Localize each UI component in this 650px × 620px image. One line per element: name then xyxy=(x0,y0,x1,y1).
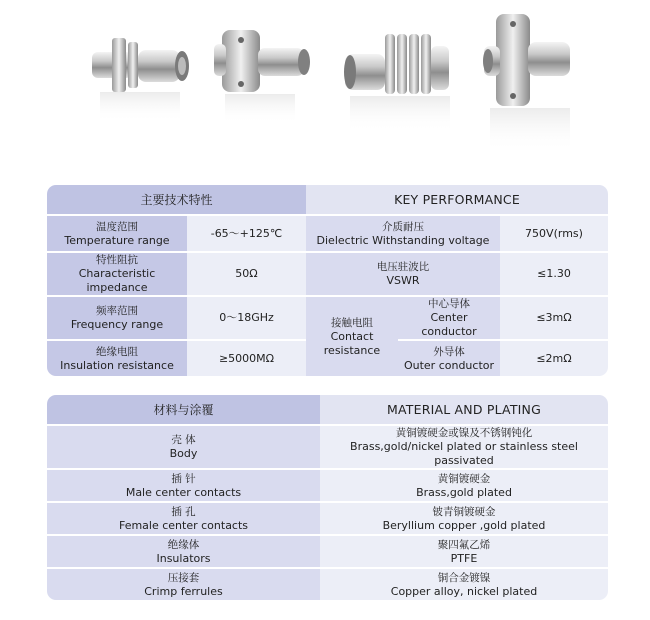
part-material: 铍青铜镀硬金 Beryllium copper ,gold plated xyxy=(320,503,608,534)
table-row xyxy=(47,297,608,339)
spec-value: 0～18GHz xyxy=(187,297,306,339)
part-name: 壳 体 Body xyxy=(47,426,320,468)
connector-photo-1 xyxy=(92,38,189,122)
spec-sublabel: 中心导体 Center conductor xyxy=(398,297,500,339)
spec-label: 电压驻波比 VSWR xyxy=(306,253,500,295)
table-row xyxy=(47,253,608,295)
table-row xyxy=(47,536,608,567)
part-material: 聚四氟乙烯 PTFE xyxy=(320,536,608,567)
spec-label: 特性阻抗 Characteristic impedance xyxy=(47,253,187,295)
part-name: 压接套 Crimp ferrules xyxy=(47,569,320,600)
part-name: 绝缘体 Insulators xyxy=(47,536,320,567)
part-name: 插 孔 Female center contacts xyxy=(47,503,320,534)
contact-resistance-label: 接触电阻 Contact resistance xyxy=(306,297,398,376)
connector-photo-2 xyxy=(214,30,310,124)
spec-value: ≥5000MΩ xyxy=(187,341,306,376)
table-row xyxy=(47,569,608,600)
spec-value: ≤1.30 xyxy=(500,253,608,295)
spec-value: 50Ω xyxy=(187,253,306,295)
spec-value: 750V(rms) xyxy=(500,216,608,251)
connector-photos xyxy=(0,0,650,165)
spec-label: 频率范围 Frequency range xyxy=(47,297,187,339)
materials-header-en: MATERIAL AND PLATING xyxy=(320,395,608,424)
spec-value: ≤2mΩ xyxy=(500,341,608,376)
part-material: 铜合金镀镍 Copper alloy, nickel plated xyxy=(320,569,608,600)
table-row xyxy=(47,216,608,251)
part-name: 插 针 Male center contacts xyxy=(47,470,320,501)
spec-value: -65～+125℃ xyxy=(187,216,306,251)
table-row xyxy=(47,503,608,534)
key-performance-table xyxy=(47,183,608,378)
materials-header-cn: 材料与涂覆 xyxy=(47,395,320,424)
spec-label: 绝缘电阻 Insulation resistance xyxy=(47,341,187,376)
connector-photo-3 xyxy=(344,34,450,132)
table-row xyxy=(47,470,608,501)
spec-label: 温度范围 Temperature range xyxy=(47,216,187,251)
performance-header-en: KEY PERFORMANCE xyxy=(306,185,608,214)
performance-header-cn: 主要技术特性 xyxy=(47,185,306,214)
material-plating-table xyxy=(47,393,608,602)
spec-sublabel: 外导体 Outer conductor xyxy=(398,341,500,376)
part-material: 黄铜镀硬金或镍及不锈钢钝化 Brass,gold/nickel plated or stainless steel passivated xyxy=(320,426,608,468)
table-row xyxy=(47,426,608,468)
part-material: 黄铜镀硬金 Brass,gold plated xyxy=(320,470,608,501)
spec-label: 介质耐压 Dielectric Withstanding voltage xyxy=(306,216,500,251)
spec-value: ≤3mΩ xyxy=(500,297,608,339)
connector-photo-4 xyxy=(483,14,570,152)
